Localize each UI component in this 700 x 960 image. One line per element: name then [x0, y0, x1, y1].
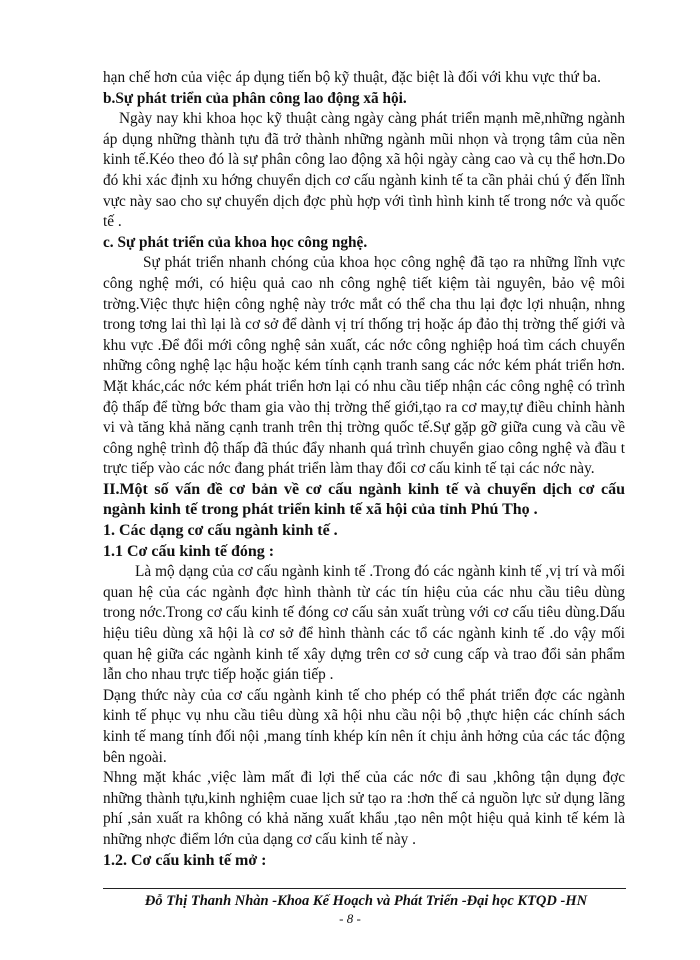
- paragraph-closed-economy: Là mộ dạng của cơ cấu ngành kinh tế .Trong đó các ngành kinh tế ,vị trí và mối quan hệ của các ngành đợc hình thành từ các tín hiệu của các nhu cầu tiêu dùng trong nớc.Trong cơ cấu kinh tế đóng cơ cấu sản xuất trùng với cơ cấu tiêu dùng.Dấu hiệu tiêu dùng xã hội là cơ sở để hình thành các tổ các ngành kinh tế .do vậy mối quan hệ giữa các ngành kinh tế xây dựng trên cơ sở cung cấp và trao đổi sản phẩm lẫn cho nhau trực tiếp hoặc gián tiếp .: [103, 563, 625, 684]
- heading-1: 1. Các dạng cơ cấu ngành kinh tế .: [103, 522, 338, 540]
- body-text: [103, 68, 625, 871]
- heading-1-1: 1.1 Cơ cấu kinh tế đóng :: [103, 542, 275, 560]
- paragraph-closed-drawbacks: Nhng mặt khác ,việc làm mất đi lợi thế của các nớc đi sau ,không tận dụng đợc những thành tựu,kinh nghiệm cuae lịch sử tạo ra :hơn thế cả nguồn lực sử dụng lãng phí ,sản xuất ra không có khả năng xuất khẩu ,tạo nên một hiệu quả kinh tế kém là những nhợc điểm lớn của dạng cơ cấu kinh tế này .: [103, 769, 625, 848]
- paragraph-closed-form: Dạng thức này của cơ cấu ngành kinh tế cho phép có thể phát triển đợc các ngành kinh tế phục vụ nhu cầu tiêu dùng xã hội nhu cầu nội bộ ,thực hiện các chính sách kinh tế mang tính đối nội ,mang tính khép kín nên ít chịu ảnh hởng của các tác động bên ngoài.: [103, 686, 625, 766]
- paragraph-continuation: hạn chế hơn của việc áp dụng tiến bộ kỹ thuật, đặc biệt là đối với khu vực thứ ba.: [103, 69, 601, 86]
- heading-section-ii: II.Một số vấn đề cơ bản về cơ cấu ngành kinh tế và chuyển dịch cơ cấu ngành kinh tế trong phát triển kinh tế xã hội của tỉnh Phú Thọ .: [103, 480, 625, 519]
- footer-author: Đỗ Thị Thanh Nhàn -Khoa Kế Hoạch và Phát Triển -Đại học KTQD -HN: [144, 893, 588, 909]
- page-number: - 8 -: [339, 911, 361, 926]
- heading-b: b.Sự phát triển của phân công lao động xã hội.: [103, 89, 407, 107]
- footer-divider: [103, 888, 626, 889]
- paragraph-division-of-labour: Ngày nay khi khoa học kỹ thuật càng ngày càng phát triển mạnh mẽ,những ngành áp dụng những thành tựu đã trở thành những ngành mũi nhọn và trọng tâm của nền kinh tế.Kéo theo đó là sự phân công lao động xã hội ngày càng cao và cụ thể hơn.Do đó khi xác định xu hớng chuyển dịch cơ cấu ngành kinh tế ta cần phải chú ý đến lĩnh vực này sao cho sự chuyển dịch đợc phù hợp với tình hình kinh tế trong nớc và quốc tế .: [103, 110, 625, 231]
- heading-1-2: 1.2. Cơ cấu kinh tế mở :: [103, 851, 267, 869]
- paragraph-technology: Sự phát triển nhanh chóng của khoa học công nghệ đã tạo ra những lĩnh vực công nghệ mới, có hiệu quả cao nh công nghệ tiết kiệm tài nguyên, bảo vệ môi trờng.Việc thực hiện công nghệ này trớc mắt có thể cha thu lại đợc lợi nhuận, nhng trong tơng lai thì lại là cơ sở để dành vị trí thống trị hoặc áp đảo thị trờng thế giới và khu vực .Để đổi mới công nghệ sản xuất, các nớc công nghiệp hoá tìm cách chuyển những công nghệ lạc hậu hoặc kém tính cạnh tranh sang các nớc kém phát triển hơn. Mặt khác,các nớc kém phát triển hơn lại có nhu cầu tiếp nhận các công nghệ có trình độ thấp để từng bớc tham gia vào thị trờng thế giới,tạo ra cơ may,tự điều chỉnh hành vi và tăng khả năng cạnh tranh trên thị trờng quốc tế.Sự gặp gỡ giữa cung và cầu về công nghệ trình độ thấp đã thúc đẩy nhanh quá trình chuyển giao công nghệ và đầu t trực tiếp vào các nớc đang phát triển làm thay đổi cơ cấu kinh tế tại các nớc này.: [103, 254, 625, 478]
- heading-c: c. Sự phát triển của khoa học công nghệ.: [103, 233, 368, 251]
